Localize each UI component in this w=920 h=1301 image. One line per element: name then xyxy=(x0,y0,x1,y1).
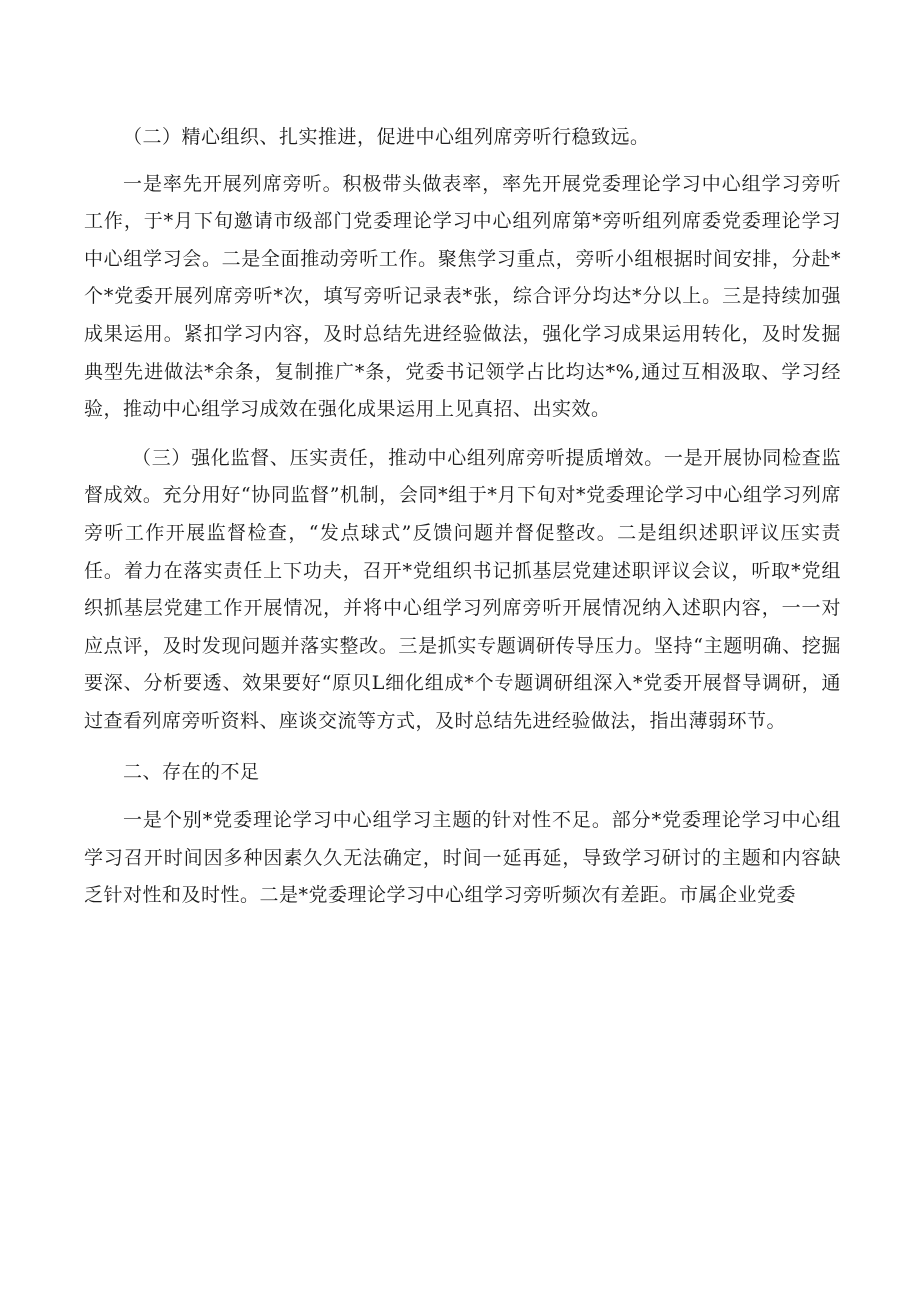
section-heading-2: （二）精心组织、扎实推进，促进中心组列席旁听行稳致远。 xyxy=(123,126,650,148)
document-page xyxy=(84,119,841,915)
body-paragraph-1: 一是率先开展列席旁听。积极带头做表率，率先开展党委理论学习中心组学习旁听工作，于*月下旬邀请市级部门党委理论学习中心组列席第*旁听组列席委党委理论学习中心组学习会。二是全面推动旁听工作。聚焦学习重点，旁听小组根据时间安排，分赴*个*党委开展列席旁听*次，填写旁听记录表*张，综合评分均达*分以上。三是持续加强成果运用。紧扣学习内容，及时总结先进经验做法，强化学习成果运用转化，及时发掘典型先进做法*余条，复制推广*条，党委书记领学占比均达*%,通过互相汲取、学习经验，推动中心组学习成效在强化成果运用上见真招、出实效。 xyxy=(84,172,841,421)
section-heading-3-paragraph: （三）强化监督、压实责任，推动中心组列席旁听提质增效。一是开展协同检查监督成效。充分用好“协同监督”机制，会同*组于*月下旬对*党委理论学习中心组学习列席旁听工作开展监督检查，“发点球式”反馈问题并督促整改。二是组织述职评议压实责任。着力在落实责任上下功夫，召开*党组织书记抓基层党建述职评议会议，听取*党组织抓基层党建工作开展情况，并将中心组学习列席旁听开展情况纳入述职内容，一一对应点评，及时发现问题并落实整改。三是抓实专题调研传导压力。坚持“主题明确、挖掘要深、分析要透、效果要好“原贝L细化组成*个专题调研组深入*党委开展督导调研，通过查看列席旁听资料、座谈交流等方式，及时总结先进经验做法，指出薄弱环节。 xyxy=(84,446,841,732)
body-paragraph-shortcomings: 一是个别*党委理论学习中心组学习主题的针对性不足。部分*党委理论学习中心组学习召开时间因多种因素久久无法确定，时间一延再延，导致学习研讨的主题和内容缺乏针对性和及时性。二是*党委理论学习中心组学习旁听频次有差距。市属企业党委 xyxy=(84,809,841,907)
section-heading-shortcomings: 二、存在的不足 xyxy=(123,760,260,783)
